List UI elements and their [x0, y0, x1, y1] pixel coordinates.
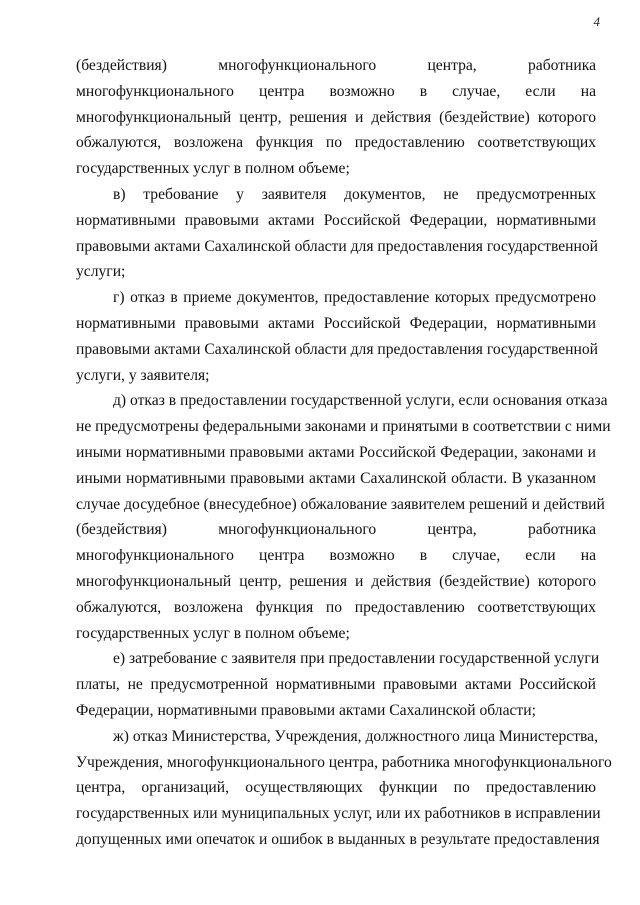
text-line: обжалуются, возложена функция по предоставлению соответствующих	[76, 134, 596, 152]
paragraph-item-v	[76, 182, 596, 285]
text-line: центра, организаций, осуществляющих функции по предоставлению	[76, 779, 596, 797]
text-line: многофункционального центра возможно в случае, если на	[76, 547, 596, 565]
paragraph-item-d	[76, 388, 611, 646]
text-line: е) затребование с заявителя при предоставлении государственной услуги	[113, 650, 600, 668]
text-line: многофункционального центра возможно в случае, если на	[76, 82, 596, 100]
text-line: (бездействия) многофункционального центра, работника	[76, 57, 596, 74]
paragraph-item-zh	[76, 724, 612, 853]
text-line: услуги, у заявителя;	[76, 366, 210, 384]
text-line: многофункциональный центр, решения и действия (бездействие) которого	[76, 108, 596, 126]
text-line: многофункциональный центр, решения и действия (бездействие) которого	[76, 572, 596, 590]
paragraph-item-e	[76, 646, 600, 723]
text-line: платы, не предусмотренной нормативными правовыми актами Российской	[76, 676, 596, 694]
text-line: обжалуются, возложена функция по предоставлению соответствующих	[76, 598, 596, 616]
paragraph-continuation	[76, 53, 596, 182]
text-line: иными нормативными правовыми актами Сахалинской области. В указанном	[76, 469, 596, 487]
text-line: государственных или муниципальных услуг, или их работников в исправлении	[76, 805, 601, 823]
text-line: государственных услуг в полном объеме;	[76, 160, 350, 178]
text-line: нормативными правовыми актами Российской Федерации, нормативными	[76, 211, 596, 229]
document-body	[76, 53, 612, 853]
text-line: допущенных ими опечаток и ошибок в выданных в результате предоставления	[76, 830, 600, 848]
page-number: 4	[593, 14, 600, 29]
text-line: случае досудебное (внесудебное) обжалование заявителем решений и действий	[76, 495, 605, 513]
text-line: в) требование у заявителя документов, не предусмотренных	[113, 185, 596, 203]
paragraph-item-g	[76, 285, 596, 388]
text-line: д) отказ в предоставлении государственной услуги, если основания отказа	[113, 392, 608, 410]
text-line: Учреждения, многофункционального центра, работника многофункционального	[76, 753, 612, 771]
text-line: не предусмотрены федеральными законами и принятыми в соответствии с ними	[76, 418, 611, 436]
text-line: ж) отказ Министерства, Учреждения, должностного лица Министерства,	[113, 727, 598, 745]
text-line: иными нормативными правовыми актами Российской Федерации, законами и	[76, 443, 596, 461]
text-line: нормативными правовыми актами Российской Федерации, нормативными	[76, 314, 596, 332]
text-line: (бездействия) многофункционального центра, работника	[76, 521, 596, 539]
text-line: правовыми актами Сахалинской области для предоставления государственной	[76, 340, 598, 358]
text-line: г) отказ в приеме документов, предоставление которых предусмотрено	[113, 289, 596, 307]
text-line: правовыми актами Сахалинской области для предоставления государственной	[76, 237, 598, 255]
text-line: государственных услуг в полном объеме;	[76, 624, 350, 642]
text-line: услуги;	[76, 263, 126, 281]
text-line: Федерации, нормативными правовыми актами Сахалинской области;	[76, 701, 536, 719]
